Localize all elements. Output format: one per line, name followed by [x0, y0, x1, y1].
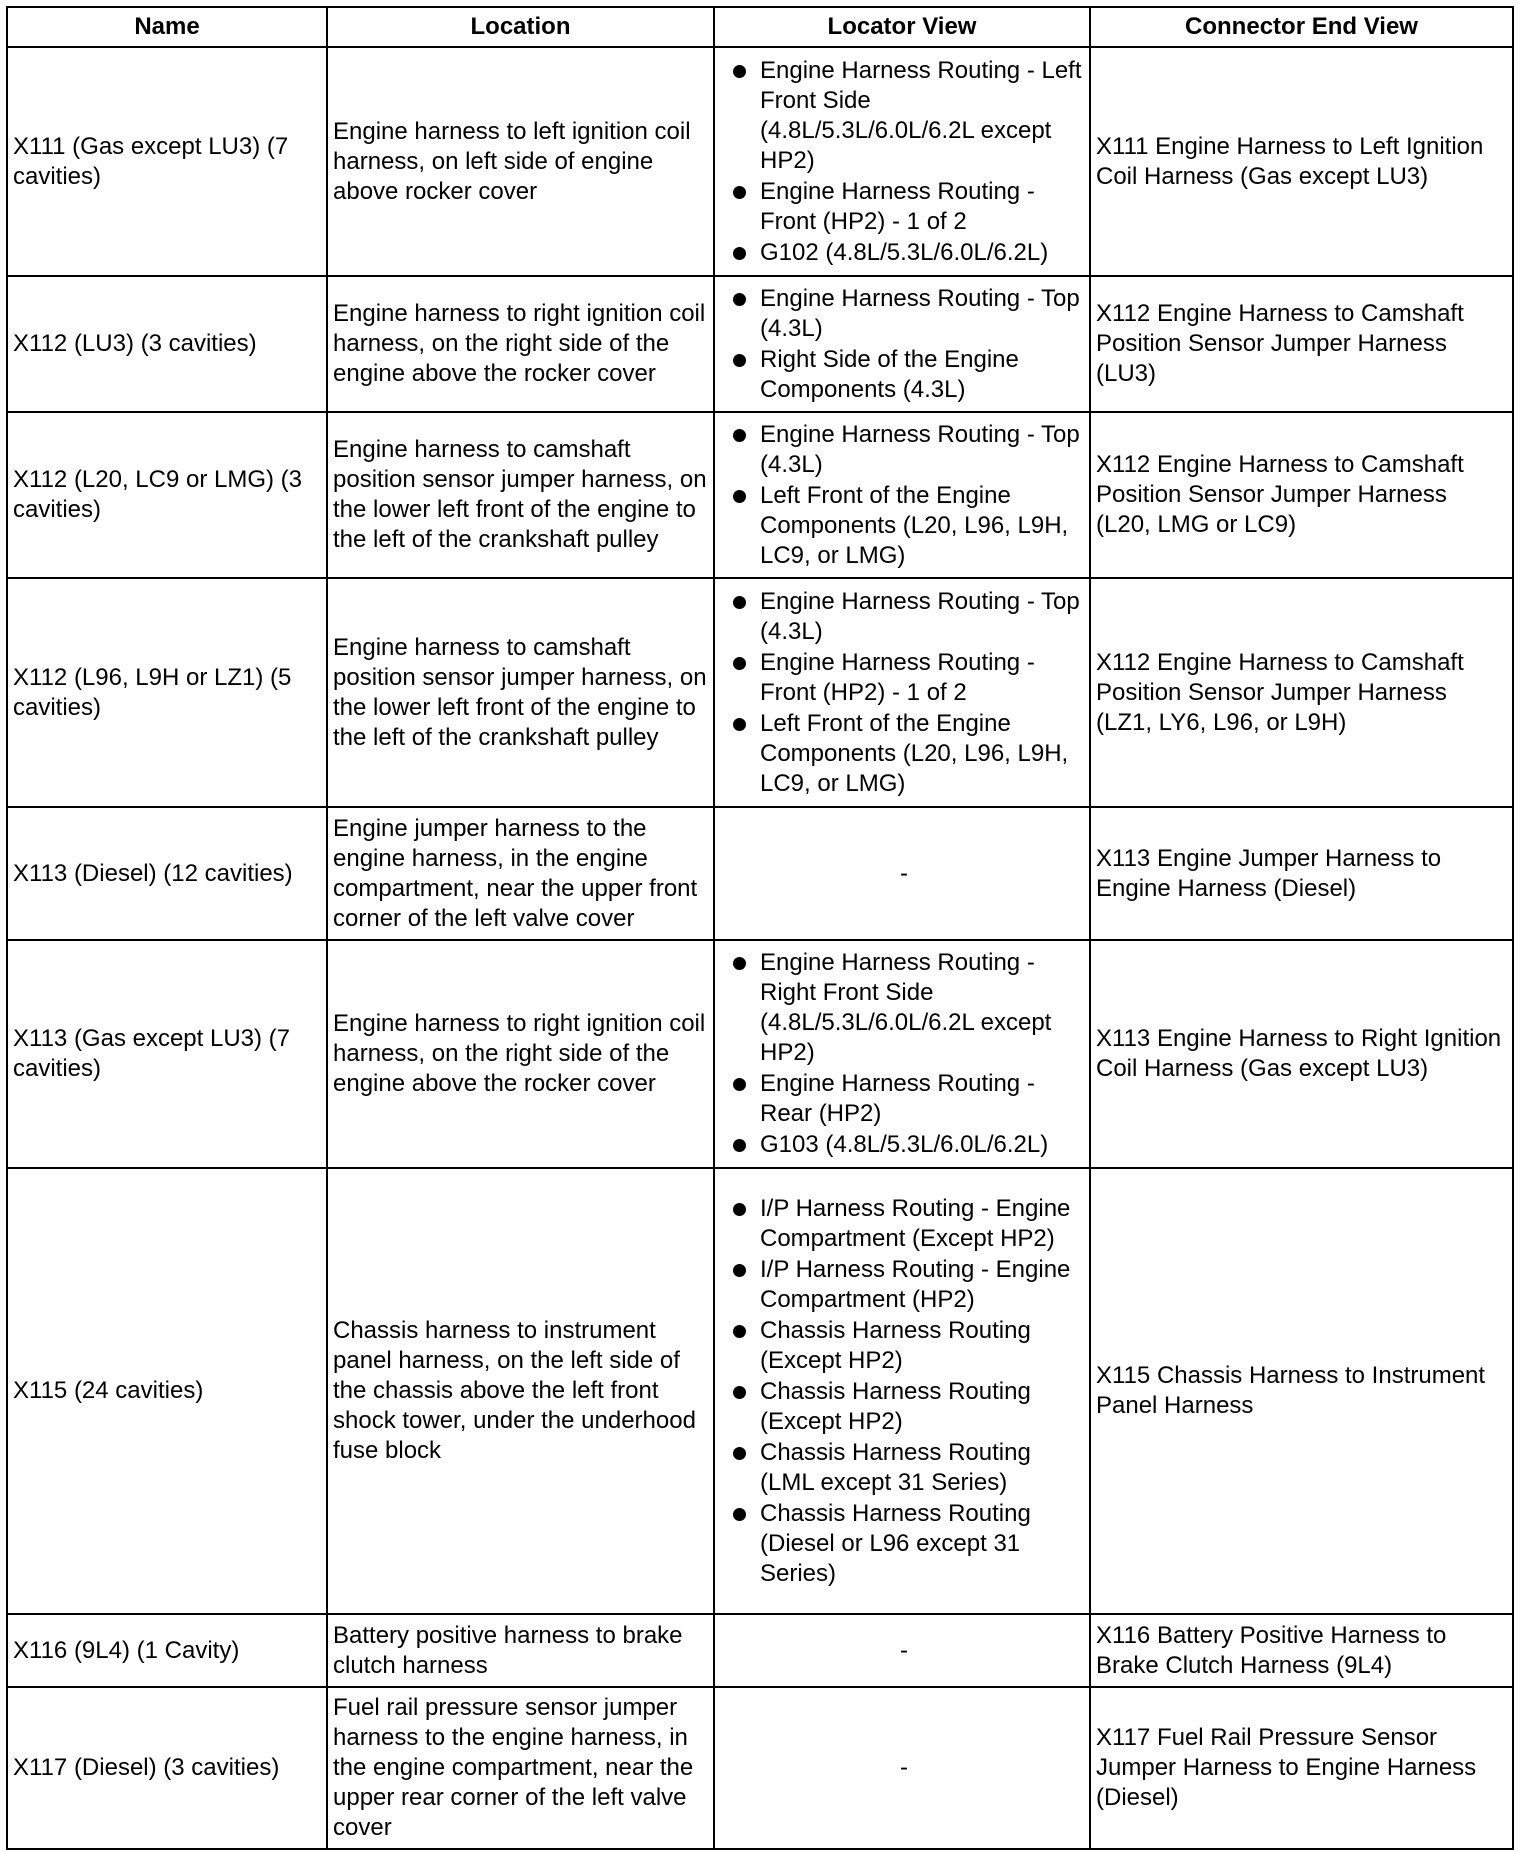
cell-connector-end-view[interactable]: X112 Engine Harness to Camshaft Position Sensor Jumper Harness (L20, LMG or LC9)	[1090, 412, 1513, 578]
table-row	[7, 807, 1513, 940]
locator-view-link[interactable]: I/P Harness Routing - Engine Compartment (HP2)	[760, 1255, 1071, 1313]
header-row	[7, 7, 1513, 47]
cell-connector-end-view[interactable]: X112 Engine Harness to Camshaft Position Sensor Jumper Harness (LZ1, LY6, L96, or L9H)	[1090, 578, 1513, 807]
locator-view-item	[723, 1438, 1085, 1498]
locator-view-link[interactable]: Left Front of the Engine Components (L20, L96, L9H, LC9, or LMG)	[760, 709, 1069, 797]
locator-view-list	[723, 948, 1085, 1160]
cell-locator-view	[714, 276, 1090, 412]
cell-name: X115 (24 cavities)	[7, 1168, 327, 1614]
locator-view-link[interactable]: Engine Harness Routing - Right Front Side (4.8L/5.3L/6.0L/6.2L except HP2)	[760, 949, 1052, 1066]
connector-table	[6, 6, 1514, 1850]
locator-view-list	[723, 587, 1085, 799]
locator-view-list	[723, 284, 1085, 405]
table-row	[7, 1687, 1513, 1849]
cell-connector-end-view[interactable]: X116 Battery Positive Harness to Brake Clutch Harness (9L4)	[1090, 1614, 1513, 1687]
cell-connector-end-view[interactable]: X117 Fuel Rail Pressure Sensor Jumper Harness to Engine Harness (Diesel)	[1090, 1687, 1513, 1849]
locator-view-item	[723, 177, 1085, 237]
locator-view-item	[723, 56, 1085, 176]
cell-locator-view	[714, 940, 1090, 1168]
bullet-icon	[733, 1139, 746, 1152]
table-row	[7, 1614, 1513, 1687]
cell-locator-view	[714, 412, 1090, 578]
locator-view-link[interactable]: Engine Harness Routing - Top (4.3L)	[760, 420, 1080, 478]
cell-locator-view: -	[714, 807, 1090, 940]
locator-view-item	[723, 1377, 1085, 1437]
locator-view-link[interactable]: G103 (4.8L/5.3L/6.0L/6.2L)	[760, 1131, 1049, 1158]
locator-view-item	[723, 1194, 1085, 1254]
bullet-icon	[733, 1508, 746, 1521]
locator-view-link[interactable]: I/P Harness Routing - Engine Compartment (Except HP2)	[760, 1194, 1071, 1252]
locator-view-item	[723, 709, 1085, 799]
cell-name: X113 (Gas except LU3) (7 cavities)	[7, 940, 327, 1168]
bullet-icon	[733, 490, 746, 503]
bullet-icon	[733, 429, 746, 442]
locator-view-item	[723, 1130, 1085, 1160]
bullet-icon	[733, 718, 746, 731]
table-row	[7, 412, 1513, 578]
locator-view-link[interactable]: Engine Harness Routing - Front (HP2) - 1 of 2	[760, 648, 1035, 706]
locator-view-list	[723, 420, 1085, 571]
locator-view-link[interactable]: Left Front of the Engine Components (L20, L96, L9H, LC9, or LMG)	[760, 481, 1069, 569]
table-row	[7, 578, 1513, 807]
bullet-icon	[733, 354, 746, 367]
cell-name: X112 (L20, LC9 or LMG) (3 cavities)	[7, 412, 327, 578]
bullet-icon	[733, 1203, 746, 1216]
locator-view-link[interactable]: Chassis Harness Routing (LML except 31 Series)	[760, 1438, 1031, 1496]
locator-view-item	[723, 284, 1085, 344]
bullet-icon	[733, 957, 746, 970]
header-location: Location	[327, 7, 714, 47]
table-row	[7, 1168, 1513, 1614]
cell-locator-view	[714, 47, 1090, 276]
locator-view-item	[723, 587, 1085, 647]
locator-view-link[interactable]: Chassis Harness Routing (Except HP2)	[760, 1377, 1031, 1435]
locator-view-link[interactable]: G102 (4.8L/5.3L/6.0L/6.2L)	[760, 238, 1049, 266]
cell-location: Fuel rail pressure sensor jumper harness to the engine harness, in the engine compartment, near the upper rear corner of the left valve cover	[327, 1687, 714, 1849]
bullet-icon	[733, 596, 746, 609]
cell-location: Engine harness to camshaft position sensor jumper harness, on the lower left front of the engine to the left of the crankshaft pulley	[327, 578, 714, 807]
locator-view-item	[723, 238, 1085, 268]
bullet-icon	[733, 247, 746, 260]
locator-view-link[interactable]: Chassis Harness Routing (Except HP2)	[760, 1316, 1031, 1374]
bullet-icon	[733, 1325, 746, 1338]
locator-view-item	[723, 420, 1085, 480]
bullet-icon	[733, 657, 746, 670]
locator-view-link[interactable]: Engine Harness Routing - Left Front Side (4.8L/5.3L/6.0L/6.2L except HP2)	[760, 56, 1082, 174]
cell-locator-view	[714, 1168, 1090, 1614]
bullet-icon	[733, 293, 746, 306]
cell-locator-view: -	[714, 1687, 1090, 1849]
cell-location: Engine harness to right ignition coil harness, on the right side of the engine above the rocker cover	[327, 940, 714, 1168]
locator-view-item	[723, 648, 1085, 708]
locator-view-item	[723, 1255, 1085, 1315]
table-row	[7, 276, 1513, 412]
table-row	[7, 940, 1513, 1168]
locator-view-link[interactable]: Engine Harness Routing - Rear (HP2)	[760, 1070, 1035, 1127]
locator-view-item	[723, 1069, 1085, 1129]
cell-locator-view	[714, 578, 1090, 807]
cell-location: Engine harness to right ignition coil harness, on the right side of the engine above the rocker cover	[327, 276, 714, 412]
locator-view-link[interactable]: Chassis Harness Routing (Diesel or L96 except 31 Series)	[760, 1499, 1031, 1587]
connector-table-container	[6, 6, 1514, 1850]
cell-name: X116 (9L4) (1 Cavity)	[7, 1614, 327, 1687]
cell-connector-end-view[interactable]: X113 Engine Harness to Right Ignition Coil Harness (Gas except LU3)	[1090, 940, 1513, 1168]
bullet-icon	[733, 1078, 746, 1091]
cell-name: X112 (LU3) (3 cavities)	[7, 276, 327, 412]
cell-name: X113 (Diesel) (12 cavities)	[7, 807, 327, 940]
locator-view-link[interactable]: Right Side of the Engine Components (4.3L)	[760, 345, 1019, 403]
locator-view-item	[723, 948, 1085, 1068]
cell-location: Battery positive harness to brake clutch harness	[327, 1614, 714, 1687]
locator-view-item	[723, 1316, 1085, 1376]
locator-view-link[interactable]: Engine Harness Routing - Top (4.3L)	[760, 587, 1080, 645]
header-name: Name	[7, 7, 327, 47]
cell-name: X112 (L96, L9H or LZ1) (5 cavities)	[7, 578, 327, 807]
cell-connector-end-view[interactable]: X111 Engine Harness to Left Ignition Coil Harness (Gas except LU3)	[1090, 47, 1513, 276]
cell-name: X117 (Diesel) (3 cavities)	[7, 1687, 327, 1849]
cell-name: X111 (Gas except LU3) (7 cavities)	[7, 47, 327, 276]
bullet-icon	[733, 1447, 746, 1460]
cell-locator-view: -	[714, 1614, 1090, 1687]
locator-view-list	[723, 1194, 1085, 1589]
bullet-icon	[733, 1264, 746, 1277]
locator-view-link[interactable]: Engine Harness Routing - Top (4.3L)	[760, 284, 1080, 342]
cell-connector-end-view[interactable]: X113 Engine Jumper Harness to Engine Harness (Diesel)	[1090, 807, 1513, 940]
header-locator-view: Locator View	[714, 7, 1090, 47]
bullet-icon	[733, 186, 746, 199]
bullet-icon	[733, 1386, 746, 1399]
cell-connector-end-view[interactable]: X115 Chassis Harness to Instrument Panel Harness	[1090, 1168, 1513, 1614]
cell-location: Engine harness to left ignition coil harness, on left side of engine above rocker cover	[327, 47, 714, 276]
locator-view-item	[723, 1499, 1085, 1589]
bullet-icon	[733, 65, 746, 78]
header-connector-end-view: Connector End View	[1090, 7, 1513, 47]
cell-location: Engine jumper harness to the engine harness, in the engine compartment, near the upper front corner of the left valve cover	[327, 807, 714, 940]
table-row	[7, 47, 1513, 276]
cell-location: Engine harness to camshaft position sensor jumper harness, on the lower left front of the engine to the left of the crankshaft pulley	[327, 412, 714, 578]
locator-view-list	[723, 56, 1085, 268]
cell-connector-end-view[interactable]: X112 Engine Harness to Camshaft Position Sensor Jumper Harness (LU3)	[1090, 276, 1513, 412]
cell-location: Chassis harness to instrument panel harness, on the left side of the chassis above the left front shock tower, under the underhood fuse block	[327, 1168, 714, 1614]
locator-view-item	[723, 345, 1085, 405]
locator-view-item	[723, 481, 1085, 571]
locator-view-link[interactable]: Engine Harness Routing - Front (HP2) - 1 of 2	[760, 177, 1035, 235]
